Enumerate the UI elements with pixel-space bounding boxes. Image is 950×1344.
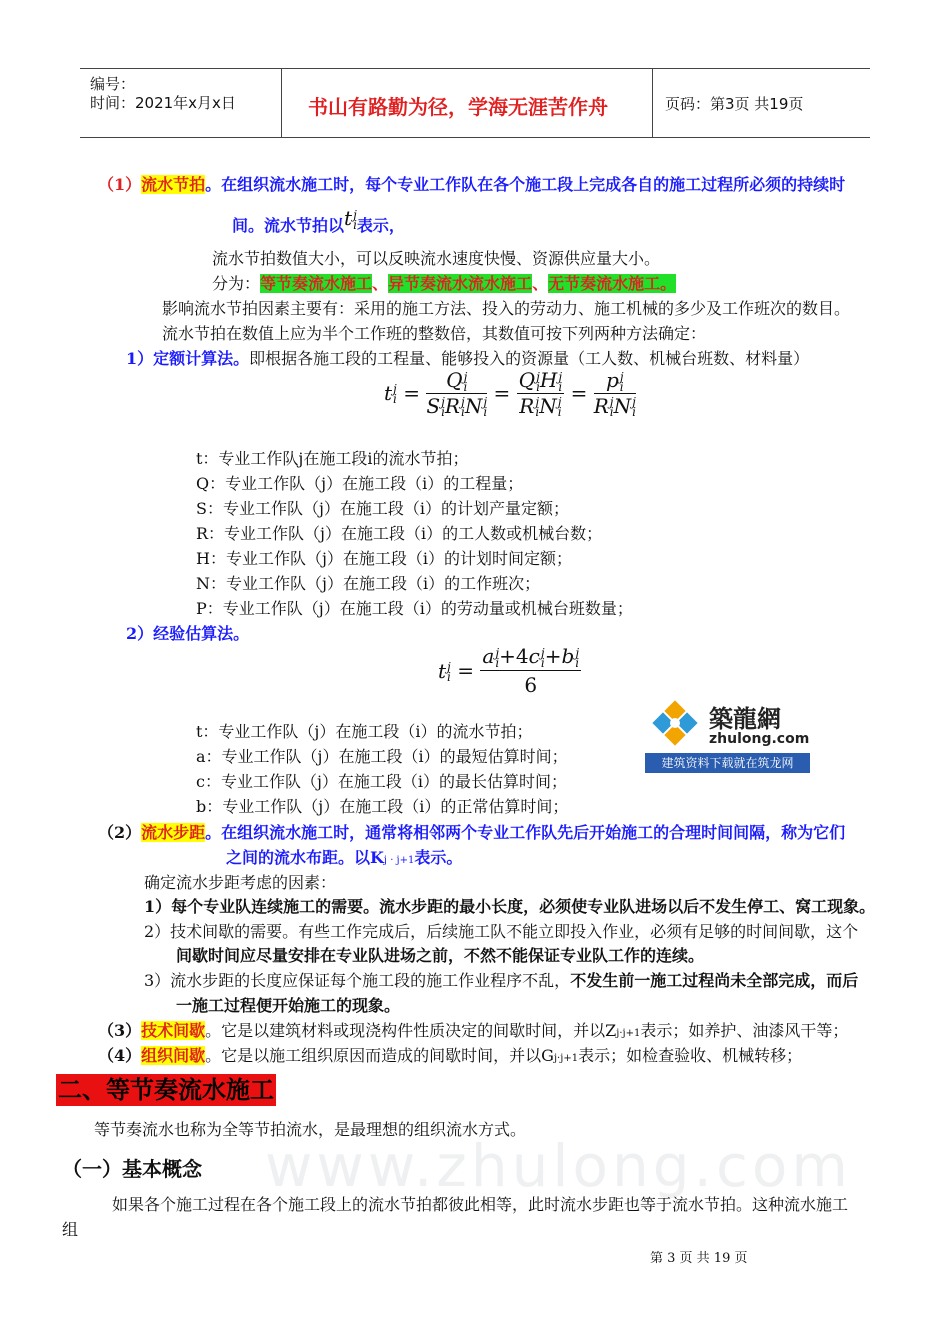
p2-factor-3-line1: 3）流水步距的长度应保证每个施工段的施工作业程序不乱，不发生前一施工过程尚未全部完成，而后: [144, 971, 859, 990]
p1-definition-line2: [232, 206, 405, 236]
p2-factor-1: 1）每个专业队连续施工的需要。流水步距的最小长度，必须使专业队进场以后不发生停工、窝工现象。: [144, 897, 876, 916]
subsection-heading: （一）基本概念: [62, 1157, 202, 1181]
p1-size-line: 流水节拍数值大小，可以反映流水速度快慢、资源供应量大小。: [212, 249, 661, 268]
method2-var-c: c：专业工作队（j）在施工段（i）的最长估算时间；: [196, 772, 568, 791]
logo-domain: zhulong.com: [709, 731, 810, 747]
p1-number: （1）: [98, 175, 142, 194]
concept-para-line1: 如果各个施工过程在各个施工段上的流水节拍都彼此相等，此时流水步距也等于流水节拍。这种流水施工: [112, 1195, 849, 1214]
p2-factor-3-line2: 一施工过程便开始施工的现象。: [176, 996, 401, 1015]
p1-factors: 影响流水节拍因素主要有：采用的施工方法、投入的劳动力、施工机械的多少及工作班次的数目。: [162, 299, 851, 318]
type-unequal-rhythm: 异节奏流水流水施工: [388, 274, 533, 293]
method1-desc: 即根据各施工段的工程量、能够投入的资源量（工人数、机械台班数、材料量）: [249, 349, 810, 368]
method1-var-h: H：专业工作队（j）在施工段（i）的计划时间定额；: [196, 549, 573, 568]
method1-var-s: S：专业工作队（j）在施工段（i）的计划产量定额；: [196, 499, 570, 518]
p4-line: （4）组织间歇。它是以施工组织原因而造成的间歇时间，并以Gj·j+1表示；如检查验收、机械转移；: [98, 1046, 803, 1065]
p2-def-text: 。在组织流水施工时，通常将相邻两个专业工作队先后开始施工的合理时间间隔，称为它们: [205, 823, 846, 842]
p1-def-text: 。在组织流水施工时，每个专业工作队在各个施工段上完成各自的施工过程所必须的持续时: [205, 175, 846, 194]
page-info: 页码：第3页 共19页: [665, 95, 804, 113]
p2-term: 流水步距: [141, 823, 206, 842]
p1-integer: 流水节拍在数值上应为半个工作班的整数倍，其数值可按下列两种方法确定：: [162, 324, 707, 343]
section-intro: 等节奏流水也称为全等节拍流水，是最理想的组织流水方式。: [94, 1120, 527, 1139]
symbol-t-ij: t j i: [344, 206, 357, 232]
method2-var-a: a：专业工作队（j）在施工段（i）的最短估算时间；: [196, 747, 568, 766]
formula-estimate: t j i = a j i +4c j i +b j i 6: [438, 644, 580, 697]
code-label: 编号：: [90, 75, 136, 93]
page-footer: 第 3 页 共 19 页: [650, 1251, 748, 1266]
p3-term: 技术间歇: [141, 1021, 206, 1040]
p1-def2-pre: 间。流水节拍以: [232, 216, 345, 235]
motto: 书山有路勤为径，学海无涯苦作舟: [308, 95, 608, 119]
p2-factor-2-line2: 间歇时间应尽量安排在专业队进场之前，不然不能保证专业队工作的连续。: [176, 946, 705, 965]
p2-factors-title: 确定流水步距考虑的因素：: [144, 873, 337, 892]
type-equal-rhythm: 等节奏流水施工: [260, 274, 373, 293]
time-label: 时间：2021年x月x日: [90, 94, 236, 112]
method1-line: [126, 346, 809, 369]
section-heading: 二、等节奏流水施工: [58, 1076, 274, 1104]
zhulong-logo: [645, 693, 810, 775]
p2-number: （2）: [98, 823, 142, 842]
header-motto-cell: [282, 69, 653, 137]
method1-var-p: P：专业工作队（j）在施工段（i）的劳动量或机械台班数量；: [196, 599, 633, 618]
p2-definition-line1: [98, 820, 845, 843]
logo-cn-name: 築龍網: [709, 705, 781, 733]
method2-var-t: t：专业工作队（j）在施工段（i）的流水节拍；: [196, 722, 533, 741]
method1-var-n: N：专业工作队（j）在施工段（i）的工作班次；: [196, 574, 541, 593]
p1-types-line: 分为：等节奏流水施工、异节奏流水流水施工、无节奏流水施工。: [212, 274, 677, 293]
p4-term: 组织间歇: [141, 1046, 206, 1065]
p1-term: 流水节拍: [141, 175, 206, 194]
header-page-cell: [653, 69, 870, 137]
method1-var-q: Q：专业工作队（j）在施工段（i）的工程量；: [196, 474, 524, 493]
p2-definition-line2: 之间的流水布距。以Kj · j+1表示。: [226, 848, 463, 867]
header-meta-cell: [80, 69, 282, 137]
p2-factor-2-line1: 2）技术间歇的需要。有些工作完成后，后续施工队不能立即投入作业，必须有足够的时间间歇，这个: [144, 922, 859, 941]
p1-def2-post: 表示，: [356, 216, 405, 235]
formula-quota: t j i = Q j i S j i R j i N j i = Q j i H j i R j i N j i = p j i R j i N j i: [384, 368, 636, 419]
page-header: [80, 68, 870, 138]
concept-para-line2: 组: [62, 1220, 79, 1239]
method2-var-b: b：专业工作队（j）在施工段（i）的正常估算时间；: [196, 797, 569, 816]
p1-definition-line1: [98, 172, 845, 195]
logo-slogan: 建筑资料下载就在筑龙网: [645, 753, 810, 773]
type-no-rhythm: 无节奏流水施工: [548, 274, 661, 293]
p2-subscript: j · j+1: [383, 855, 415, 866]
method1-var-r: R：专业工作队（j）在施工段（i）的工人数或机械台数；: [196, 524, 603, 543]
p3-line: （3）技术间歇。它是以建筑材料或现浇构件性质决定的间歇时间，并以Zj·j+1表示；如养护、油漆风干等；: [98, 1021, 849, 1040]
logo-diamond-icon: [649, 697, 701, 749]
divide-label: 分为：: [212, 274, 261, 293]
method2-title: 2）经验估算法。: [126, 624, 250, 643]
method1-var-t: t：专业工作队j在施工段i的流水节拍；: [196, 449, 469, 468]
watermark: www.zhulong.com: [265, 1132, 852, 1200]
method1-title: 1）定额计算法。: [126, 349, 250, 368]
